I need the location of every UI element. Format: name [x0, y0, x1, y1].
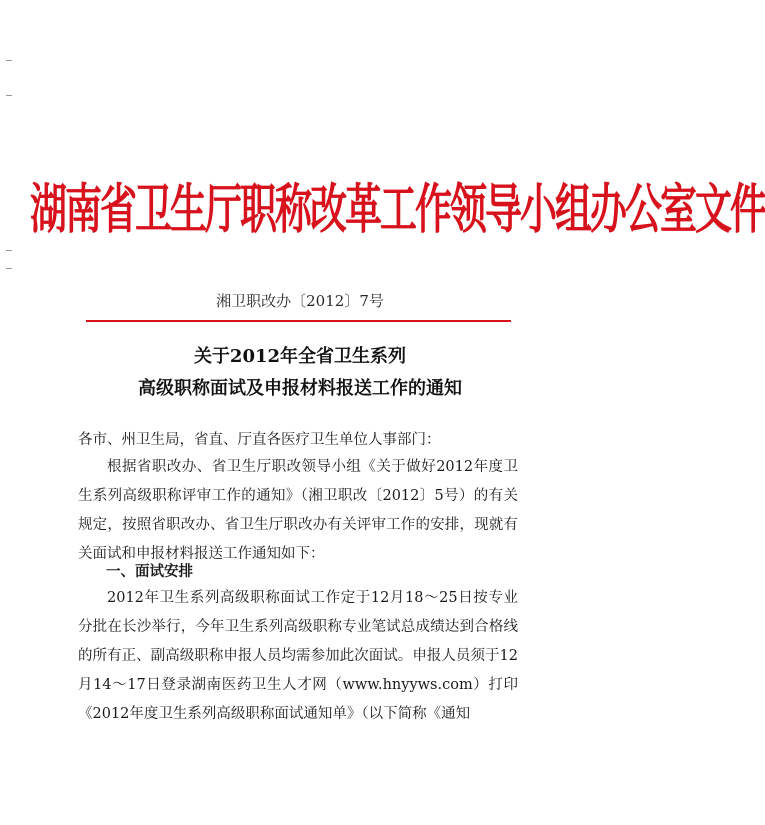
scan-edge-mark — [6, 250, 12, 251]
notice-title-line1: 关于2012年全省卫生系列 — [193, 346, 407, 367]
red-header-title: 湖南省卫生厅职称改革工作领导小组办公室文件 — [30, 178, 765, 241]
document-number: 湘卫职改办〔2012〕7号 — [216, 292, 384, 310]
body-paragraph-intro: 根据省职改办、省卫生厅职改领导小组《关于做好2012年度卫生系列高级职称评审工作的通知》（湘卫职改〔2012〕5号）的有关规定，按照省职改办、省卫生厅职改办有关评审工作的安排，现就有关面试和申报材料报送工作通知如下： — [78, 459, 518, 562]
section-heading-interview: 一、面试安排 — [106, 563, 193, 580]
notice-title-line2: 高级职称面试及申报材料报送工作的通知 — [138, 378, 462, 399]
scan-edge-mark — [6, 268, 12, 269]
salutation: 各市、州卫生局，省直、厅直各医疗卫生单位人事部门： — [78, 432, 441, 448]
red-divider-line — [86, 320, 511, 322]
body-paragraph-interview: 2012年卫生系列高级职称面试工作定于12月18～25日按专业分批在长沙举行，今年卫生系列高级职称专业笔试总成绩达到合格线的所有正、副高级职称申报人员均需参加此次面试。申报人员须于12月14～17日登录湖南医药卫生人才网（www.hnyyws.com）打印《2012年度卫生系列高级职称面试通知单》（以下简称《通知 — [78, 590, 518, 722]
scan-edge-mark — [6, 60, 12, 61]
scan-edge-mark — [6, 95, 12, 96]
